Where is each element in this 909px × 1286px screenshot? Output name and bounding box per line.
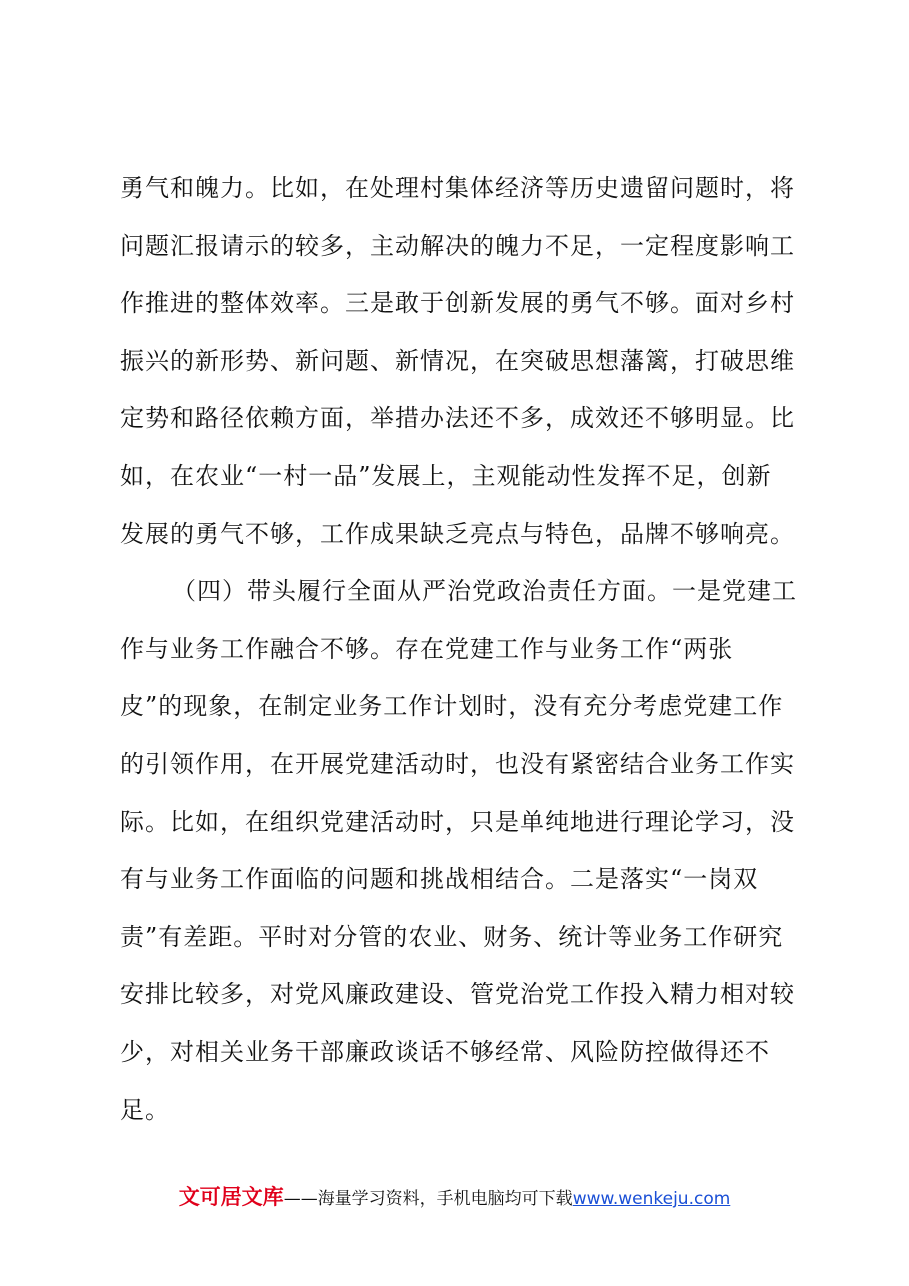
footer-brand: 文可居文库: [178, 1185, 284, 1209]
text-line: 振兴的新形势、新问题、新情况，在突破思想藩篱，打破思维: [120, 346, 795, 375]
text-line: 足。: [120, 1095, 170, 1124]
document-body: [120, 160, 797, 1139]
text-line: 皮”的现象，在制定业务工作计划时，没有充分考虑党建工作: [120, 692, 784, 721]
text-line: 发展的勇气不够，工作成果缺乏亮点与特色，品牌不够响亮。: [120, 519, 795, 548]
text-line: 作与业务工作融合不够。存在党建工作与业务工作“两张: [120, 634, 734, 663]
text-line: 的引领作用，在开展党建活动时，也没有紧密结合业务工作实: [120, 749, 795, 778]
text-line: 少，对相关业务干部廉政谈话不够经常、风险防控做得还不: [120, 1037, 770, 1066]
footer-banner: [0, 1182, 909, 1212]
footer-tagline: ——海量学习资料，手机电脑均可下载: [283, 1189, 573, 1209]
text-line: 有与业务工作面临的问题和挑战相结合。二是落实“一岗双: [120, 865, 759, 894]
text-line: 定势和路径依赖方面，举措办法还不多，成效还不够明显。比: [120, 404, 795, 433]
text-line: 如，在农业“一村一品”发展上，主观能动性发挥不足，创新: [120, 461, 772, 490]
text-line: 安排比较多，对党风廉政建设、管党治党工作投入精力相对较: [120, 980, 795, 1009]
section-heading-line: （四）带头履行全面从严治党政治责任方面。一是党建工: [172, 577, 797, 606]
text-line: 责”有差距。平时对分管的农业、财务、统计等业务工作研究: [120, 922, 784, 951]
text-line: 际。比如，在组织党建活动时，只是单纯地进行理论学习，没: [120, 807, 795, 836]
text-line: 勇气和魄力。比如，在处理村集体经济等历史遗留问题时，将: [120, 174, 795, 202]
text-line: 作推进的整体效率。三是敢于创新发展的勇气不够。面对乡村: [120, 289, 795, 318]
text-line: 问题汇报请示的较多，主动解决的魄力不足，一定程度影响工: [120, 231, 795, 260]
footer-site-link[interactable]: www.wenkeju.com: [572, 1189, 731, 1209]
